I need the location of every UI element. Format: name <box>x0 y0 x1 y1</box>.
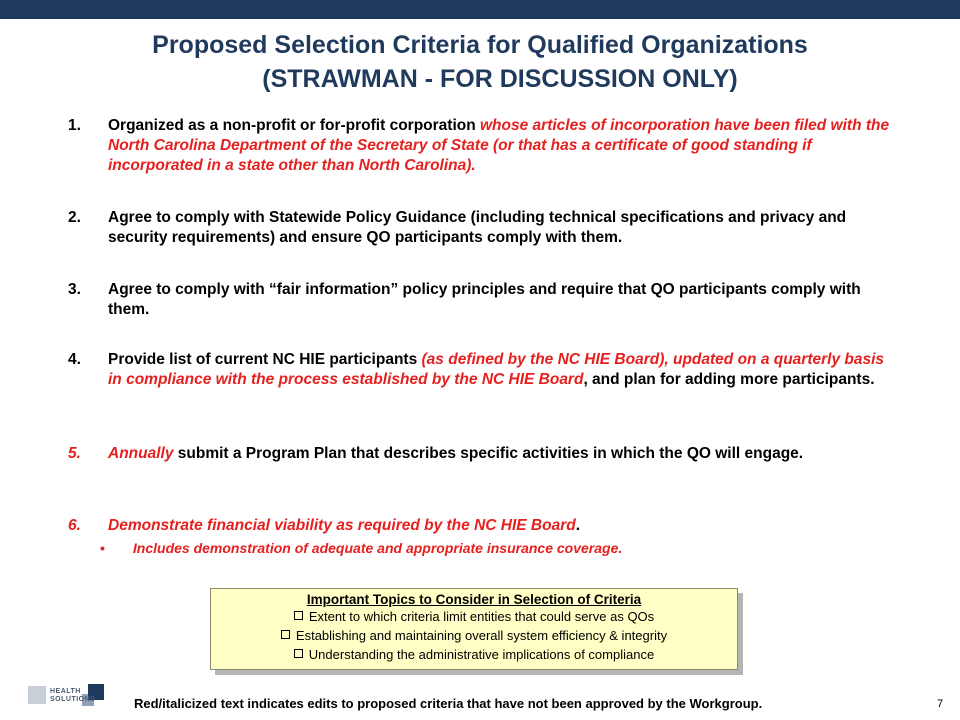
logo-text-1: HEALTH <box>50 688 81 695</box>
sub-bullet <box>100 540 622 556</box>
top-banner <box>0 0 960 19</box>
footnote: Red/italicized text indicates edits to proposed criteria that have not been approved by the Workgroup. <box>134 696 763 711</box>
sub-bullet-text: Includes demonstration of adequate and appropriate insurance coverage. <box>132 540 623 556</box>
checkbox-bullet-icon <box>294 611 303 620</box>
criteria-item-4 <box>68 350 898 390</box>
item-text-edit: whose articles of incorporation have been filed with the North Carolina Department of the Secretary of State (or that has a certificate of good standing if incorporated in a state other than North Carolina). <box>108 117 890 174</box>
item-text: . <box>575 517 581 534</box>
callout-title: Important Topics to Consider in Selection of Criteria <box>306 592 642 607</box>
item-text-edit: Demonstrate financial viability as required by the NC HIE Board <box>108 517 576 534</box>
criteria-item-3 <box>68 280 898 320</box>
item-text: Agree to comply with Statewide Policy Guidance (including technical specifications and privacy and security requirements) and ensure QO participants comply with them. <box>108 209 847 246</box>
item-number: 5. <box>68 445 81 462</box>
item-text: Agree to comply with “fair information” policy principles and require that QO participants comply with them. <box>108 281 861 318</box>
callout-item-text: Extent to which criteria limit entities that could serve as QOs <box>308 609 655 624</box>
checkbox-bullet-icon <box>281 630 290 639</box>
item-text-edit: Annually <box>108 445 174 462</box>
item-text: Provide list of current NC HIE participants <box>108 351 422 368</box>
bullet-icon: • <box>100 540 105 556</box>
item-number: 4. <box>68 351 81 368</box>
title-line-1: Proposed Selection Criteria for Qualified Organizations <box>152 31 808 59</box>
item-text: submit a Program Plan that describes specific activities in which the QO will engage. <box>173 445 804 462</box>
item-number: 1. <box>68 117 81 134</box>
logo-text-2: SOLUTIONS <box>50 696 96 703</box>
page-number: 7 <box>937 698 944 710</box>
item-number: 3. <box>68 281 81 298</box>
callout-item <box>211 645 737 664</box>
criteria-item-6 <box>68 516 898 536</box>
health-solutions-logo <box>28 682 108 710</box>
slide-title <box>0 28 960 96</box>
criteria-item-5 <box>68 444 898 464</box>
callout-item <box>211 607 737 626</box>
item-number: 2. <box>68 209 81 226</box>
callout-item-text: Understanding the administrative implications of compliance <box>308 647 655 662</box>
criteria-item-2 <box>68 208 898 248</box>
item-text-tail: , and plan for adding more participants. <box>583 371 875 388</box>
checkbox-bullet-icon <box>294 649 303 658</box>
title-line-2: (STRAWMAN - FOR DISCUSSION ONLY) <box>262 65 738 93</box>
callout-item <box>211 626 737 645</box>
callout-item-text: Establishing and maintaining overall system efficiency & integrity <box>295 628 668 643</box>
item-text: Organized as a non-profit or for-profit corporation <box>108 117 480 134</box>
item-text-edit: (as defined by the NC HIE Board), updated on a quarterly basis in compliance with the process established by the NC HIE Board <box>108 351 885 388</box>
criteria-item-1 <box>68 116 898 176</box>
item-number: 6. <box>68 517 81 534</box>
callout-box <box>210 588 738 670</box>
